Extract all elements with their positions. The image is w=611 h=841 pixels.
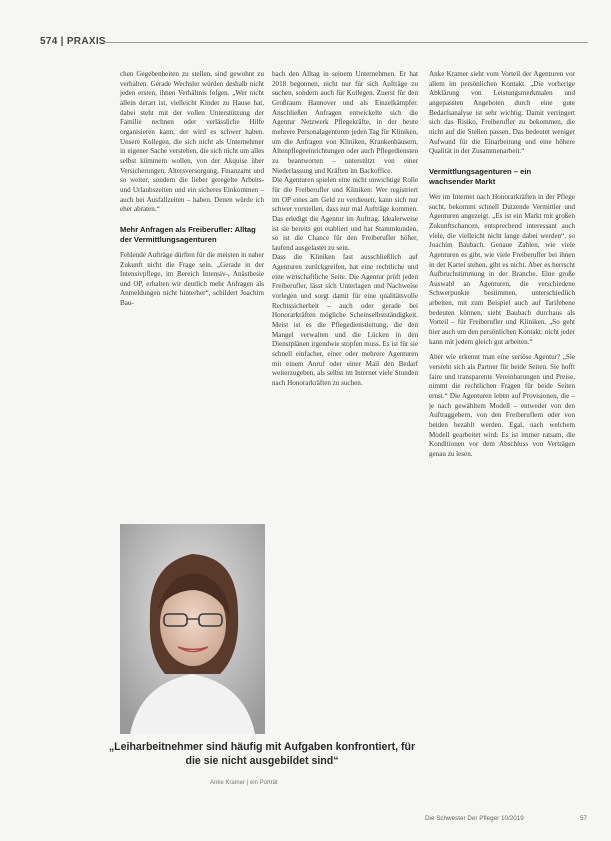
subheading: Mehr Anfragen als Freiberufler: Alltag der Vermittlungsagenturen — [120, 224, 256, 244]
journal-name: Die Schwester Der Pfleger 10/2019 — [425, 815, 524, 822]
subheading: Vermittlungsagenturen – ein wachsender Markt — [429, 166, 532, 186]
page-number: 57 — [579, 815, 587, 822]
portrait-illustration — [120, 524, 265, 734]
page-header — [40, 32, 588, 54]
section-label: 574 | PRAXIS — [40, 36, 106, 47]
column-3 — [429, 70, 575, 460]
paragraph: Aber wie erkennt man eine seriöse Agentur? „Sie versteht sich als Partner für beide Seiten. Sie hofft faire und transparente Vereinbarungen und Preise, nimmt die rechtlichen Fragen für beide Seiten ernst.“ Die Agenturen leben auf Provisionen, die – je nach gewähltem Modell – entweder von den Auftraggebern, von den Freiberuflern oder von beiden bezahlt werden. Egal, nach welchem Modell gearbeitet wird: Es ist immer ratsam, die Konditionen vor dem Abschluss von Verträgen genau zu lesen. — [429, 353, 575, 458]
paragraph: bach den Alltag in seinem Unternehmen. Er hat 2018 begonnen, nicht nur für sich Aufträge zu suchen, sondern auch für Kollegen. Zuerst für den Großraum Hannover und als Einzelkämpfer. Anschließen Anfragen entwickelte sich die Agentur Netzwerk Pflegekräfte, in der heute mehrere Personalagenturen jeden Tag für Kliniken, um die Anfragen von Kliniken, Krankenhäusern, Altenpflegeeinrichtungen oder auch Pflegediensten zu beantworten – unterstützt von einer Niederlassung und Kräften im Backoffice. — [272, 70, 418, 175]
pull-quote: „Leiharbeitnehmer sind häufig mit Aufgaben konfrontiert, für die sie nicht ausgebildet sind“ — [108, 741, 416, 767]
photo-caption: Anke Kramer | ein Porträt — [210, 780, 278, 786]
page-footer — [425, 815, 587, 822]
column-2 — [272, 70, 418, 389]
portrait-photo — [120, 524, 265, 734]
paragraph: Dass die Kliniken fast ausschließlich auf Agenturen zurückgreifen, hat eine rechtliche und eine wirtschaftliche Seite. Die Agentur prüft jeden Freiberufler, lässt sich Unterlagen und Nachweise vorlegen und sorgt damit für eine qualitätsvolle Rechtssicherheit – auch oder gerade bei Honorarkräften mögliche Scheinselbstständigkeit. Meist ist es die Pflegedienstleitung, die den Mangel verwalten und die Lücken in den Dienstplänen irgendwie stopfen muss. Es ist für sie schnell einfacher, einer oder mehrere Agenturen mit einem Anruf oder einer Mail den Bedarf weiterzugeben, als selbst im Internet viele Stunden nach Honorarkräften zu suchen. — [272, 253, 418, 387]
paragraph: Wer im Internet nach Honorarkräften in der Pflege sucht, bekommt schnell Dutzende Vermittler und Agenturen angezeigt. „Es ist ein Markt mit großen Zukunftschancen, entsprechend interessant auch viele, die vielleicht nicht lange dabei werden“, so Joachim Baubach. Genaue Zahlen, wie viele Agenturen es gibt, wie viele Freiberufler bei ihnen in der Kartei stehen, gibt es nicht. Aber es herrscht Aufbruchstimmung in der Branche. Eine große Auswahl an Agenturen, die verschiedene Schwerpunkte bestimmen, unterschiedlich arbeiten, mit zum Beispiel auch auf Tarifebene bedeuten können, sieht Baubach durchaus als Vorteil – für Freiberufler und Kliniken. „So geht hier auch um den persönlichen Kontakt: nicht jeder kann mit jedem gleich gut arbeiten.“ — [429, 192, 575, 346]
paragraph: Fehlende Aufträge dürften für die meisten in naher Zukunft nicht die Frage sein. „Gerade in der Intensivpflege, im Bereich Intensiv-, Anästhesie und OP, erhalten wir deutlich mehr Anfragen als Anmeldungen nicht hinterher“, schildert Joachim Bau- — [120, 250, 264, 308]
column-1 — [120, 70, 264, 309]
paragraph: chen Gegebenheiten zu stellen, sind gewohnt zu verhalten. Gerade Wechsler würden deshalb nicht jeden ersten, ihnen Verhältnis folgen. „Wer nicht allein derart ist, vielleicht Kinder zu Hause hat, dabei steht mit der vollen Unterstützung der Familie rechnen oder verlässliche Hilfe organisieren kann, der wird es schwer haben. Unsere Kollegen, die sich nicht als Unternehmer in eigener Sache verstehen, die sich nicht um alles selbst kümmern wollen, von der Akquise über Versicherungen, Altersversorgung, Finanzamt und so weiter, sondern die lieber geregelte Arbeits- und Urlaubszeiten und ein sicheres Einkommen – auch bei Ausfallzeiten – haben. Denen würde ich eher abraten.“ — [120, 70, 264, 214]
paragraph: Anke Kramer sieht vom Vorteil der Agenturen vor allem im persönlichen Kontakt. „Die vorherige Abklärung von Leistungsmerkmalen und angepassten Angeboten durch eine gute Bedarfsanalyse ist sehr wichtig. Damit verringert sich das Risiko, Freiberufler zu bekommen, die nicht auf die Stellen passen. Das bedeutet weniger Aufwand für die Einarbeitung und eine höhere Qualität in der Zusammenarbeit.“ — [429, 70, 575, 156]
paragraph: Die Agenturen spielen eine nicht unwichtige Rolle für die Freiberufler und Kliniken: Wer registriert im OP eines am Geld zu verdienen, kann sich nur schwer vorstellen, dass nur mal Aufträge kommen. Das erledigt die Agentur im Auftrag. Idealerweise ist sie bereits gut etabliert und hat Stammkunden, so ist die Chance für den Freiberufler höher, laufend ausgelastet zu sein. — [272, 176, 418, 252]
header-rule — [104, 42, 588, 43]
